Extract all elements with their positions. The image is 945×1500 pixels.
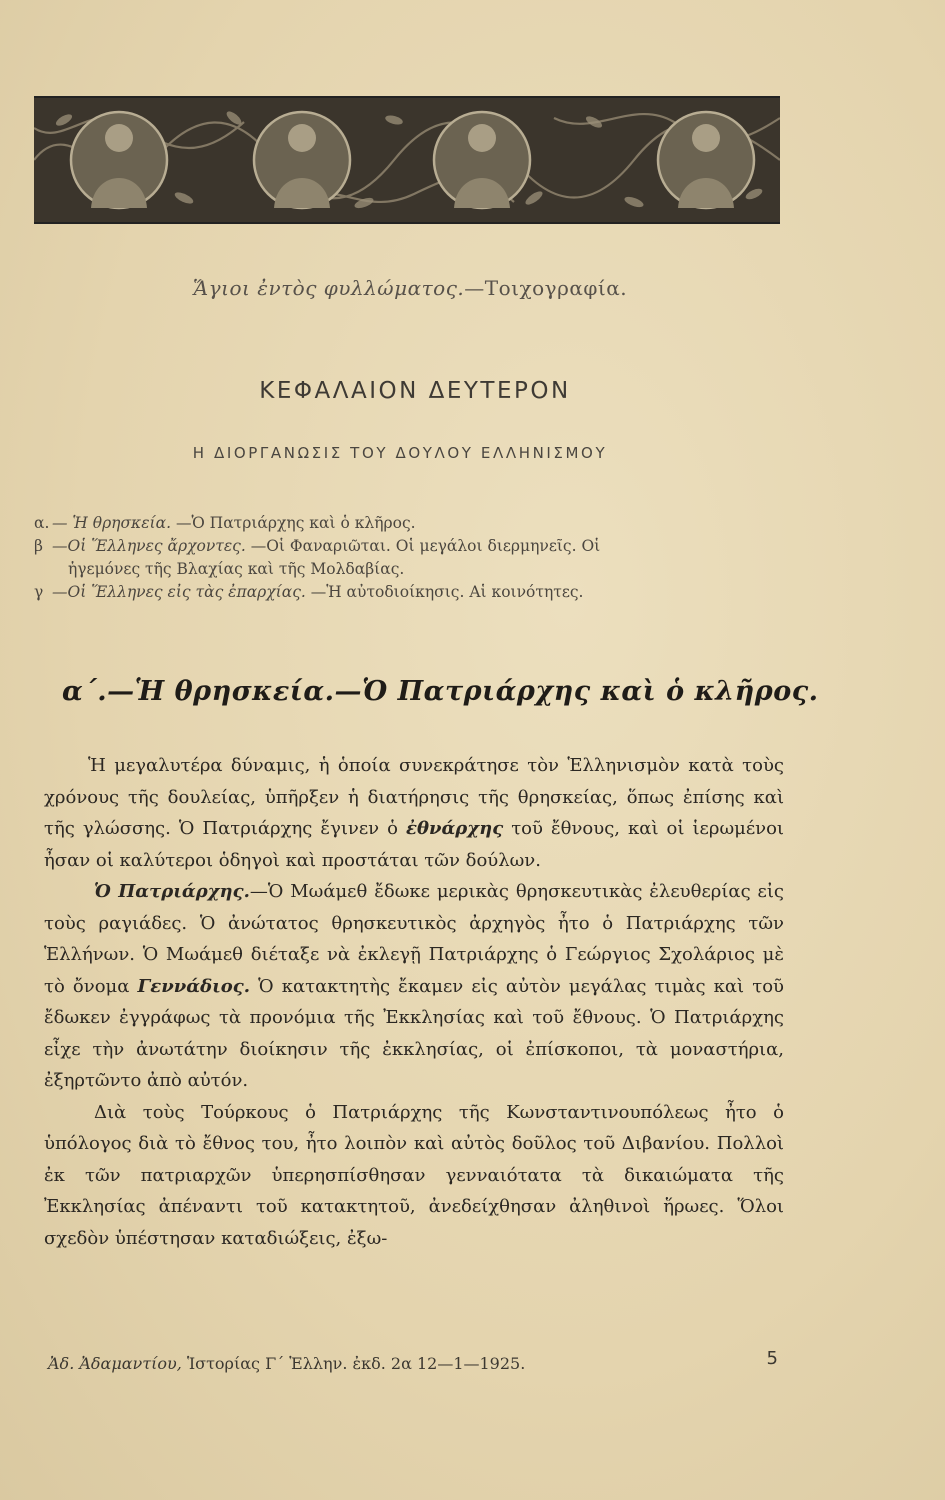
contents-marker: α.: [34, 514, 50, 532]
chapter-subtitle: Η ΔΙΟΡΓΑΝΩΣΙΣ ΤΟΥ ΔΟΥΛΟΥ ΕΛΛΗΝΙΣΜΟΥ: [192, 444, 608, 462]
caption-italic: Ἅγιοι ἐντὸς φυλλώματος.: [192, 276, 465, 300]
contents-marker: β: [34, 537, 43, 555]
paragraph-2-text-b: Ὁ κατακτητὴς ἔκαμεν εἰς αὐτὸν μεγάλας τιμὰς καὶ τοῦ ἔδωκεν ἐγγράφως τὰ προνόμια τῆς Ἐκκλησίας καὶ τοῦ ἔθνους. Ὁ Πατριάρχης εἶχε τὴν ἀνωτάτην διοίκησιν τῆς ἐκκλησίας, οἱ ἐπίσκοποι, τὰ μοναστήρια, ἐξηρτῶντο ἀπὸ αὐτόν.: [44, 975, 784, 1091]
paragraph-2-text-a: —Ὁ Μωάμεθ ἔδωκε μερικὰς θρησκευτικὰς ἐλευθερίας εἰς τοὺς ραγιάδες. Ὁ ἀνώτατος θρησκευτικὸς ἀρχηγὸς ἦτο ὁ Πατριάρχης τῶν Ἑλλήνων. Ὁ Μωάμεθ διέταξε νὰ ἐκλεγῇ Πατριάρχης ὁ Γεώργιος Σχολάριος μὲ τὸ ὄνομα: [44, 881, 784, 997]
paragraph-2-heading: Ὁ Πατριάρχης.: [94, 881, 250, 902]
contents-item-b-continued: ἡγεμόνες τῆς Βλαχίας καὶ τῆς Μολδαβίας.: [68, 560, 405, 578]
paragraph-1: [44, 750, 784, 876]
contents-detail: —Οἱ Φαναριῶται. Οἱ μεγάλοι διερμηνεῖς. Οἱ: [250, 537, 601, 555]
contents-item-c: [34, 581, 794, 604]
section-heading: α΄.—Ἡ θρησκεία.—Ὁ Πατριάρχης καὶ ὁ κλῆρος.: [62, 676, 819, 707]
contents-detail: —Ἡ αὐτοδιοίκησις. Αἱ κοινότητες.: [310, 583, 584, 601]
paragraph-2: [44, 876, 784, 1097]
contents-item-b: [34, 535, 794, 558]
paragraph-1-text-a: Ἡ μεγαλυτέρα δύναμις, ἡ ὁποία συνεκράτησε τὸν Ἑλληνισμὸν κατὰ τοὺς χρόνους τῆς δουλείας, ὑπῆρξεν ἡ διατήρησις τῆς θρησκείας, ὅπως ἐπίσης καὶ τῆς γλώσσης. Ὁ Πατριάρχης ἔγινεν ὁ: [44, 755, 784, 839]
saints-in-foliage-image: [34, 98, 780, 222]
paragraph-1-emphasis: ἐθνάρχης: [406, 818, 504, 839]
paragraph-3: Διὰ τοὺς Τούρκους ὁ Πατριάρχης τῆς Κωνσταντινουπόλεως ἦτο ὁ ὑπόλογος διὰ τὸ ἔθνος του, ἦτο λοιπὸν καὶ αὐτὸς δοῦλος τοῦ Διβανίου. Πολλοὶ ἐκ τῶν πατριαρχῶν ὑπερησπίσθησαν γενναιότατα τὰ δικαιώματα τῆς Ἐκκλησίας ἀπέναντι τοῦ κατακτητοῦ, ἀνεδείχθησαν ἀληθινοὶ ἥρωες. Ὅλοι σχεδὸν ὑπέστησαν καταδιώξεις, ἐξω-: [44, 1101, 784, 1249]
fresco-illustration: [34, 96, 780, 224]
figure-caption: [0, 276, 820, 300]
body-text: [44, 750, 784, 1254]
paragraph-2-emphasis: Γεννάδιος.: [137, 975, 251, 997]
footer-author: Ἀδ. Ἀδαμαντίου,: [48, 1354, 182, 1373]
caption-plain: —Τοιχογραφία.: [464, 276, 628, 300]
page-footer: [48, 1348, 778, 1373]
contents-topic: — Ἡ θρησκεία.: [52, 514, 171, 532]
chapter-title: ΚΕΦΑΛΑΙΟΝ ΔΕΥΤΕΡΟΝ: [259, 378, 571, 404]
footer-edition: Ἱστορίας Γ΄ Ἑλλην. ἐκδ. 2α 12—1—1925.: [186, 1354, 526, 1373]
contents-item-a: [34, 512, 794, 535]
paragraph-1-text-b: τοῦ ἔθνους, καὶ οἱ ἱερωμένοι ἦσαν οἱ καλύτεροι ὁδηγοὶ καὶ προστάται τῶν δούλων.: [44, 818, 784, 871]
page-number: 5: [766, 1348, 778, 1369]
contents-detail: —Ὁ Πατριάρχης καὶ ὁ κλῆρος.: [175, 514, 416, 532]
chapter-contents: [34, 512, 794, 604]
contents-marker: γ: [34, 583, 44, 601]
contents-topic: —Οἱ Ἕλληνες εἰς τὰς ἐπαρχίας.: [52, 583, 306, 601]
contents-topic: —Οἱ Ἕλληνες ἄρχοντες.: [52, 537, 246, 555]
